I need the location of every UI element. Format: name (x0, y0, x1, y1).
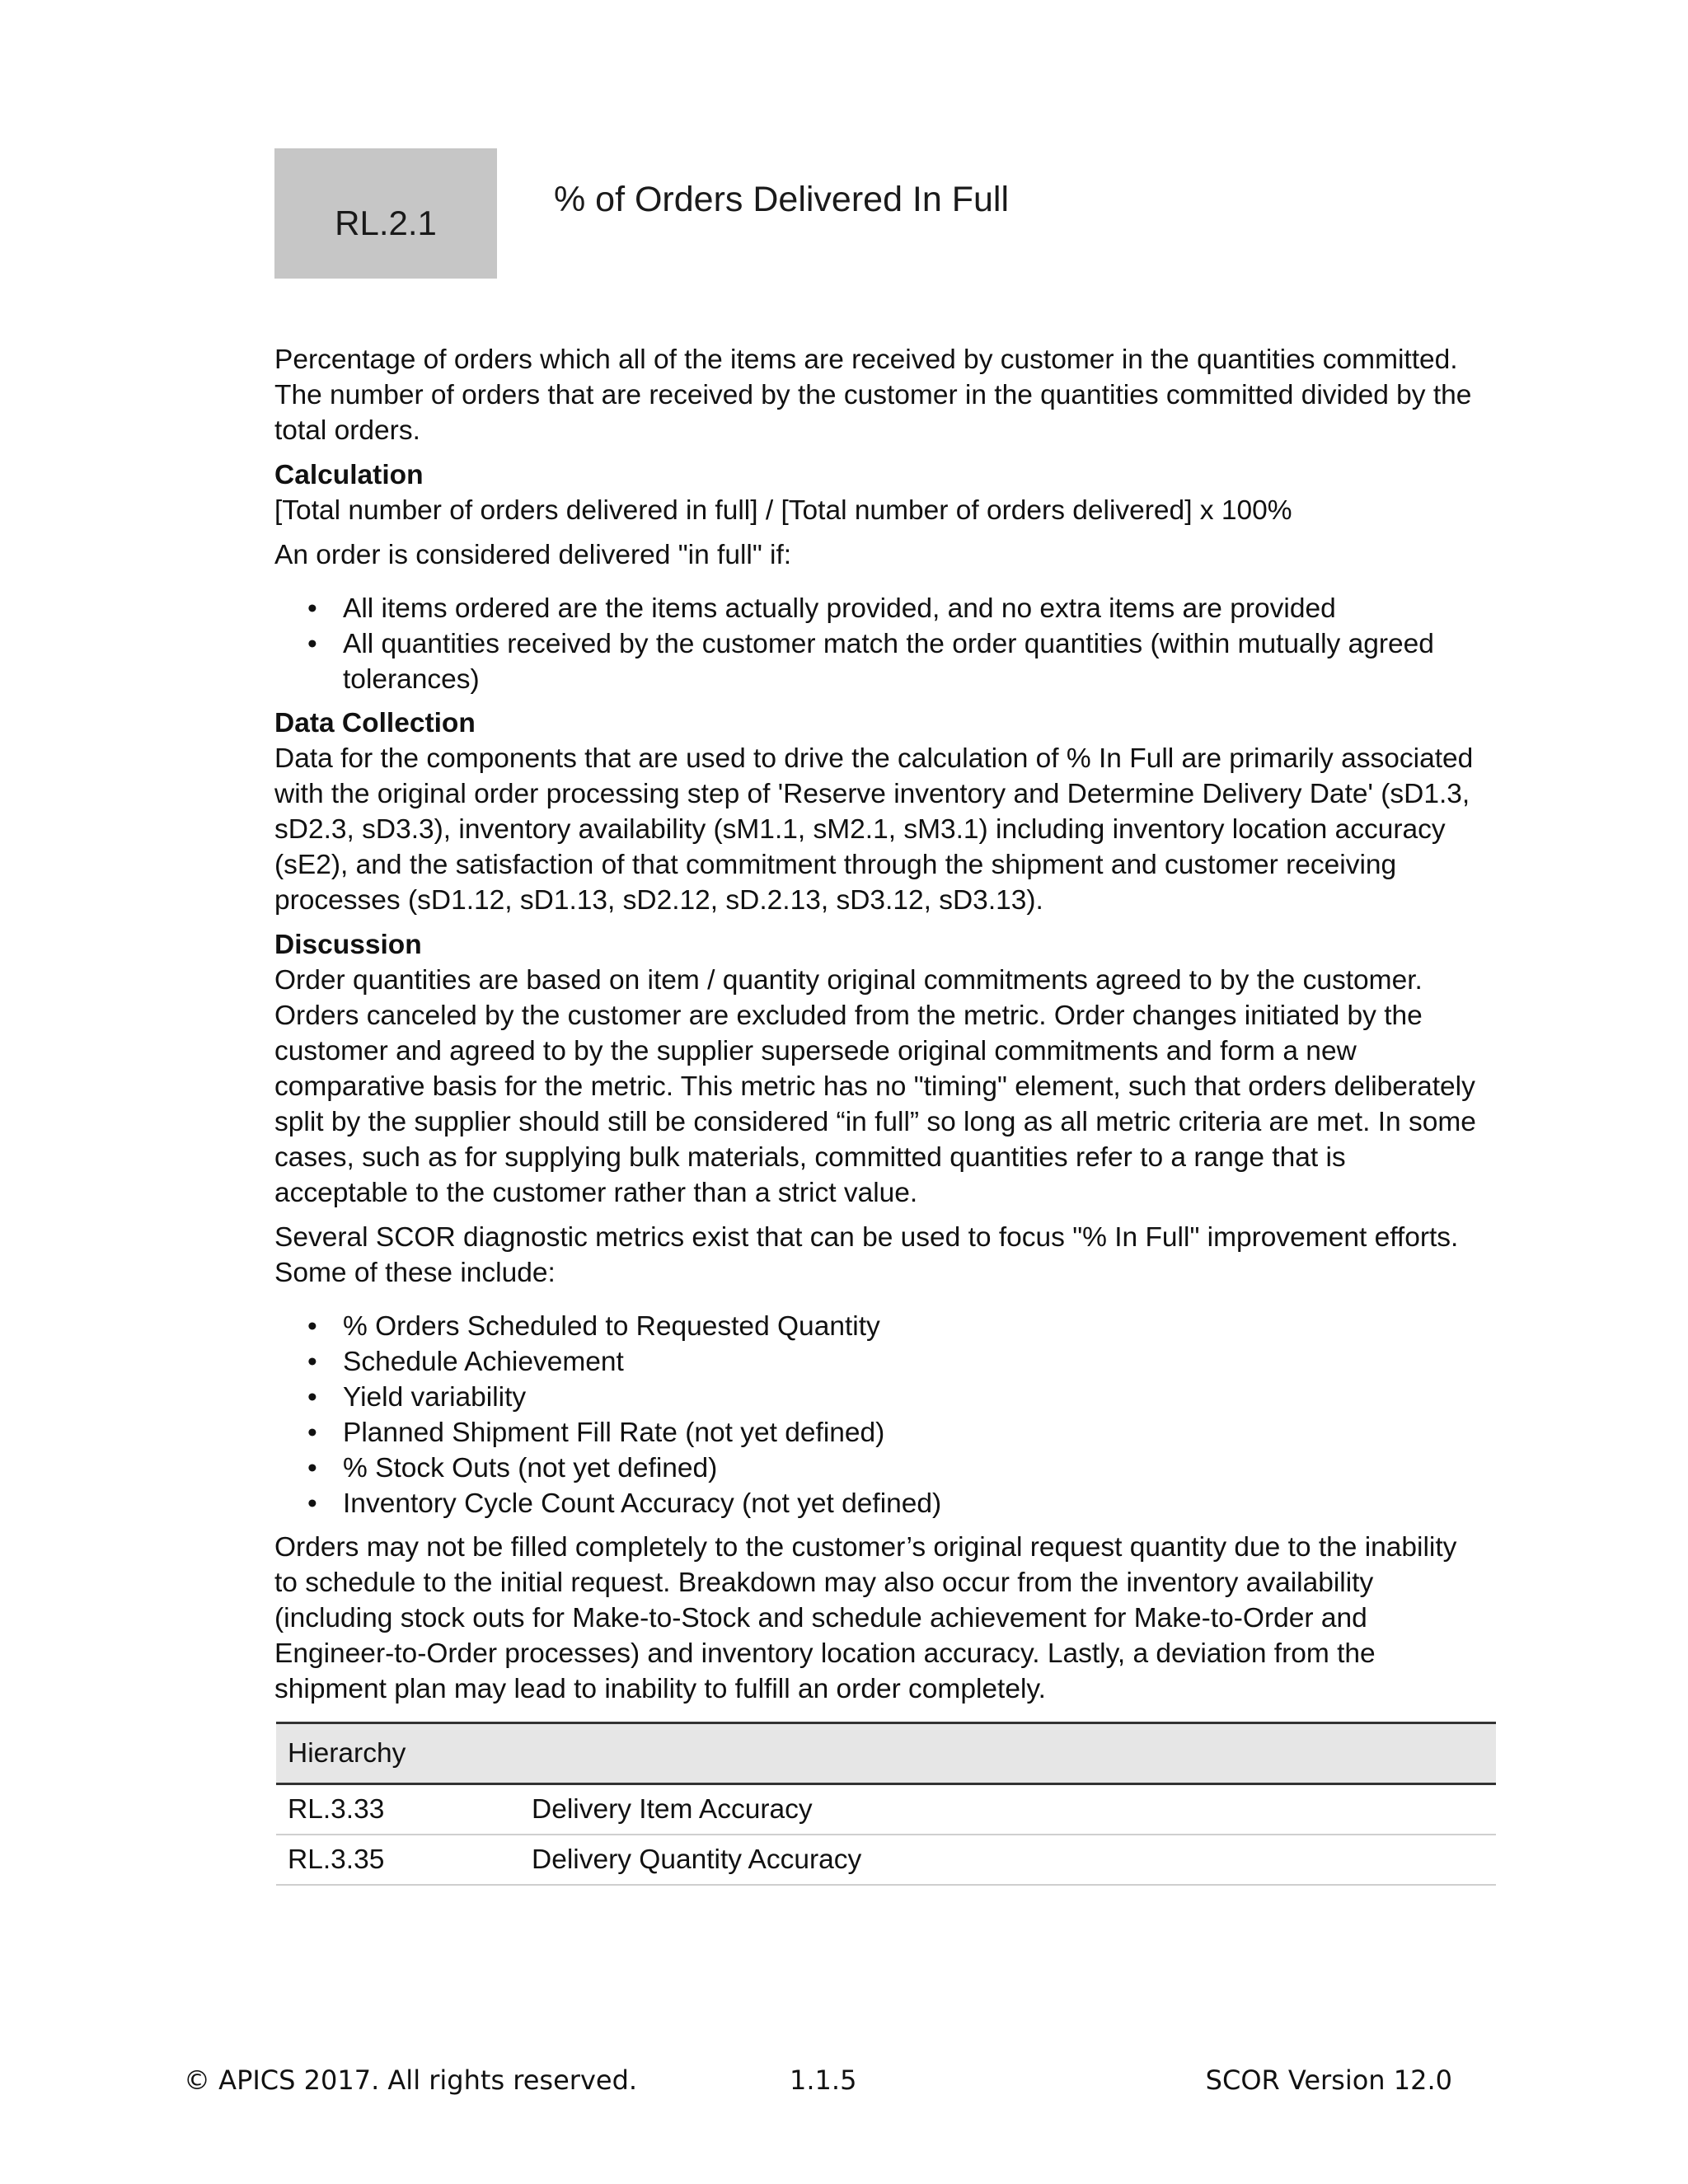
footer-version: SCOR Version 12.0 (1205, 2064, 1452, 2096)
list-item: • % Stock Outs (not yet defined) (274, 1451, 1486, 1486)
diagnostic-metrics-list (274, 1309, 1486, 1521)
discussion-heading: Discussion (274, 930, 422, 960)
discussion-paragraph-2: Several SCOR diagnostic metrics exist that can be used to focus "% In Full" improvement efforts. Some of these include: (274, 1222, 1459, 1288)
page-title: % of Orders Delivered In Full (554, 180, 1010, 219)
metric-id-box (274, 148, 497, 279)
hierarchy-code: RL.3.35 (276, 1835, 520, 1885)
hierarchy-table (276, 1722, 1496, 1886)
hierarchy-code: RL.3.33 (276, 1784, 520, 1835)
calculation-formula: [Total number of orders delivered in full] / [Total number of orders delivered] x 100% (274, 495, 1292, 526)
list-item: • Inventory Cycle Count Accuracy (not yet defined) (274, 1486, 1486, 1521)
calculation-intro: An order is considered delivered "in full" if: (274, 540, 792, 570)
metric-id: RL.2.1 (335, 204, 437, 242)
in-full-criteria-list (274, 591, 1486, 697)
data-collection-text: Data for the components that are used to drive the calculation of % In Full are primarily associated with the original order processing step of 'Reserve inventory and Determine Delivery Date' (sD1.3, sD2.3, sD3.3), inventory availability (sM1.1, sM2.1, sM3.1) including inventory location accuracy (sE2), and the satisfaction of that commitment through the shipment and customer receiving processes (sD1.12, sD1.13, sD2.12, sD.2.13, sD3.12, sD3.13). (274, 743, 1474, 916)
list-item: • Schedule Achievement (274, 1344, 1486, 1380)
table-header-row (276, 1723, 1496, 1784)
data-collection-heading: Data Collection (274, 708, 476, 738)
calculation-heading: Calculation (274, 460, 424, 490)
definition-line-1: Percentage of orders which all of the items are received by customer in the quantities committed. (274, 344, 1458, 375)
table-row (276, 1835, 1496, 1885)
document-body (274, 342, 1486, 1886)
list-item: • % Orders Scheduled to Requested Quantity (274, 1309, 1486, 1344)
hierarchy-name: Delivery Quantity Accuracy (520, 1835, 1496, 1885)
list-item: • All items ordered are the items actually provided, and no extra items are provided (274, 591, 1486, 626)
discussion-paragraph-1: Order quantities are based on item / quantity original commitments agreed to by the customer. Orders canceled by the customer are excluded from the metric. Order changes initiated by the customer and agreed to by the supplier supersede original commitments and form a new comparative basis for the metric. This metric has no "timing" element, such that orders deliberately split by the supplier should still be considered “in full” so long as all metric criteria are met. In some cases, such as for supplying bulk materials, committed quantities refer to a range that is acceptable to the customer rather than a strict value. (274, 965, 1476, 1208)
table-row (276, 1784, 1496, 1835)
footer-page-number: 1.1.5 (790, 2064, 857, 2096)
list-item: • All quantities received by the customer match the order quantities (within mutually agreed tolerances) (274, 626, 1486, 697)
discussion-paragraph-3: Orders may not be filled completely to the customer’s original request quantity due to the inability to schedule to the initial request. Breakdown may also occur from the inventory availability (including stock outs for Make-to-Stock and schedule achievement for Make-to-Order and Engineer-to-Order processes) and inventory location accuracy. Lastly, a deviation from the shipment plan may lead to inability to fulfill an order completely. (274, 1532, 1457, 1704)
list-item: • Planned Shipment Fill Rate (not yet defined) (274, 1415, 1486, 1451)
list-item: • Yield variability (274, 1380, 1486, 1415)
hierarchy-header: Hierarchy (276, 1723, 1496, 1784)
definition-line-2: The number of orders that are received by the customer in the quantities committed divided by the total orders. (274, 380, 1472, 446)
footer-copyright: © APICS 2017. All rights reserved. (184, 2064, 638, 2096)
hierarchy-name: Delivery Item Accuracy (520, 1784, 1496, 1835)
